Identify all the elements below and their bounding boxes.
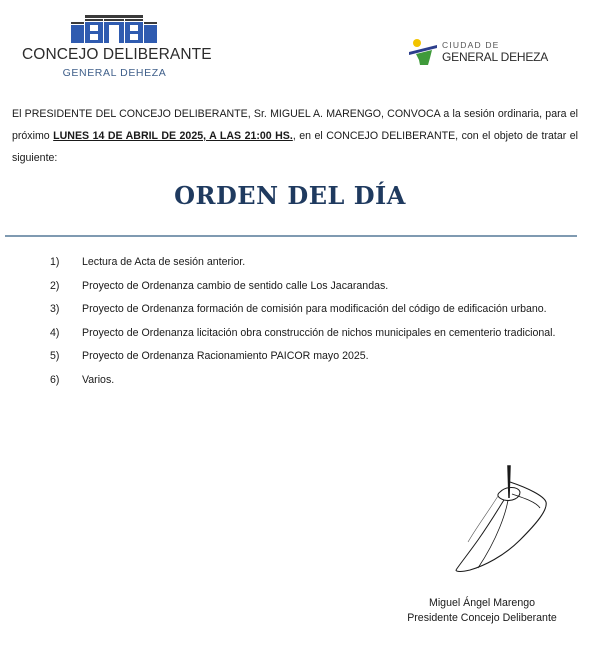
agenda-item-number: 1) <box>50 256 60 268</box>
agenda-item-text: Proyecto de Ordenanza licitación obra construcción de nichos municipales en cementerio tradicional. <box>82 326 556 339</box>
agenda-item-number: 4) <box>50 326 60 339</box>
city-prefix: CIUDAD DE <box>442 40 500 50</box>
convocation-paragraph <box>12 103 578 169</box>
signatory-role: Presidente Concejo Deliberante <box>407 612 557 624</box>
agenda-item-text: Proyecto de Ordenanza formación de comisión para modificación del código de edificación urbano. <box>82 303 547 315</box>
agenda-item <box>50 369 578 393</box>
session-date: LUNES 14 DE ABRIL DE 2025, A LAS 21:00 HS. <box>53 130 293 142</box>
agenda-item-text: Proyecto de Ordenanza cambio de sentido calle Los Jacarandas. <box>82 279 389 292</box>
intro-text-start: El PRESIDENTE DEL CONCEJO DELIBERANTE, Sr. MIGUEL A. MARENGO, CONVOCA a la sesión ordinaria, para el próximo <box>12 108 578 142</box>
title-divider <box>5 235 577 237</box>
org-name: CONCEJO DELIBERANTE <box>22 46 212 63</box>
city-emblem-icon <box>408 38 438 66</box>
agenda-item-number: 5) <box>50 350 60 362</box>
signatory-name: Miguel Ángel Marengo <box>429 597 535 609</box>
concejo-deliberante-logo <box>22 12 212 79</box>
agenda-item <box>50 345 578 369</box>
city-name: GENERAL DEHEZA <box>442 50 549 64</box>
building-icon <box>71 14 157 44</box>
agenda-item-number: 3) <box>50 303 60 315</box>
agenda-item-text: Varios. <box>82 373 115 386</box>
agenda-item <box>50 298 578 322</box>
agenda-item-text: Proyecto de Ordenanza Racionamiento PAICOR mayo 2025. <box>82 350 369 362</box>
intro-text-end: , en el CONCEJO DELIBERANTE, con el objeto de tratar el siguiente: <box>12 130 578 164</box>
agenda-item-text: Lectura de Acta de sesión anterior. <box>82 256 246 268</box>
agenda-list <box>50 251 578 392</box>
agenda-item <box>50 251 578 275</box>
agenda-item-number: 2) <box>50 279 60 292</box>
agenda-item-number: 6) <box>50 373 60 386</box>
ciudad-general-deheza-logo <box>408 36 578 70</box>
page-title: ORDEN DEL DÍA <box>174 181 406 210</box>
agenda-item <box>50 322 578 346</box>
handwritten-signature <box>448 462 558 577</box>
agenda-item <box>50 275 578 299</box>
org-subtitle: GENERAL DEHEZA <box>62 67 167 79</box>
